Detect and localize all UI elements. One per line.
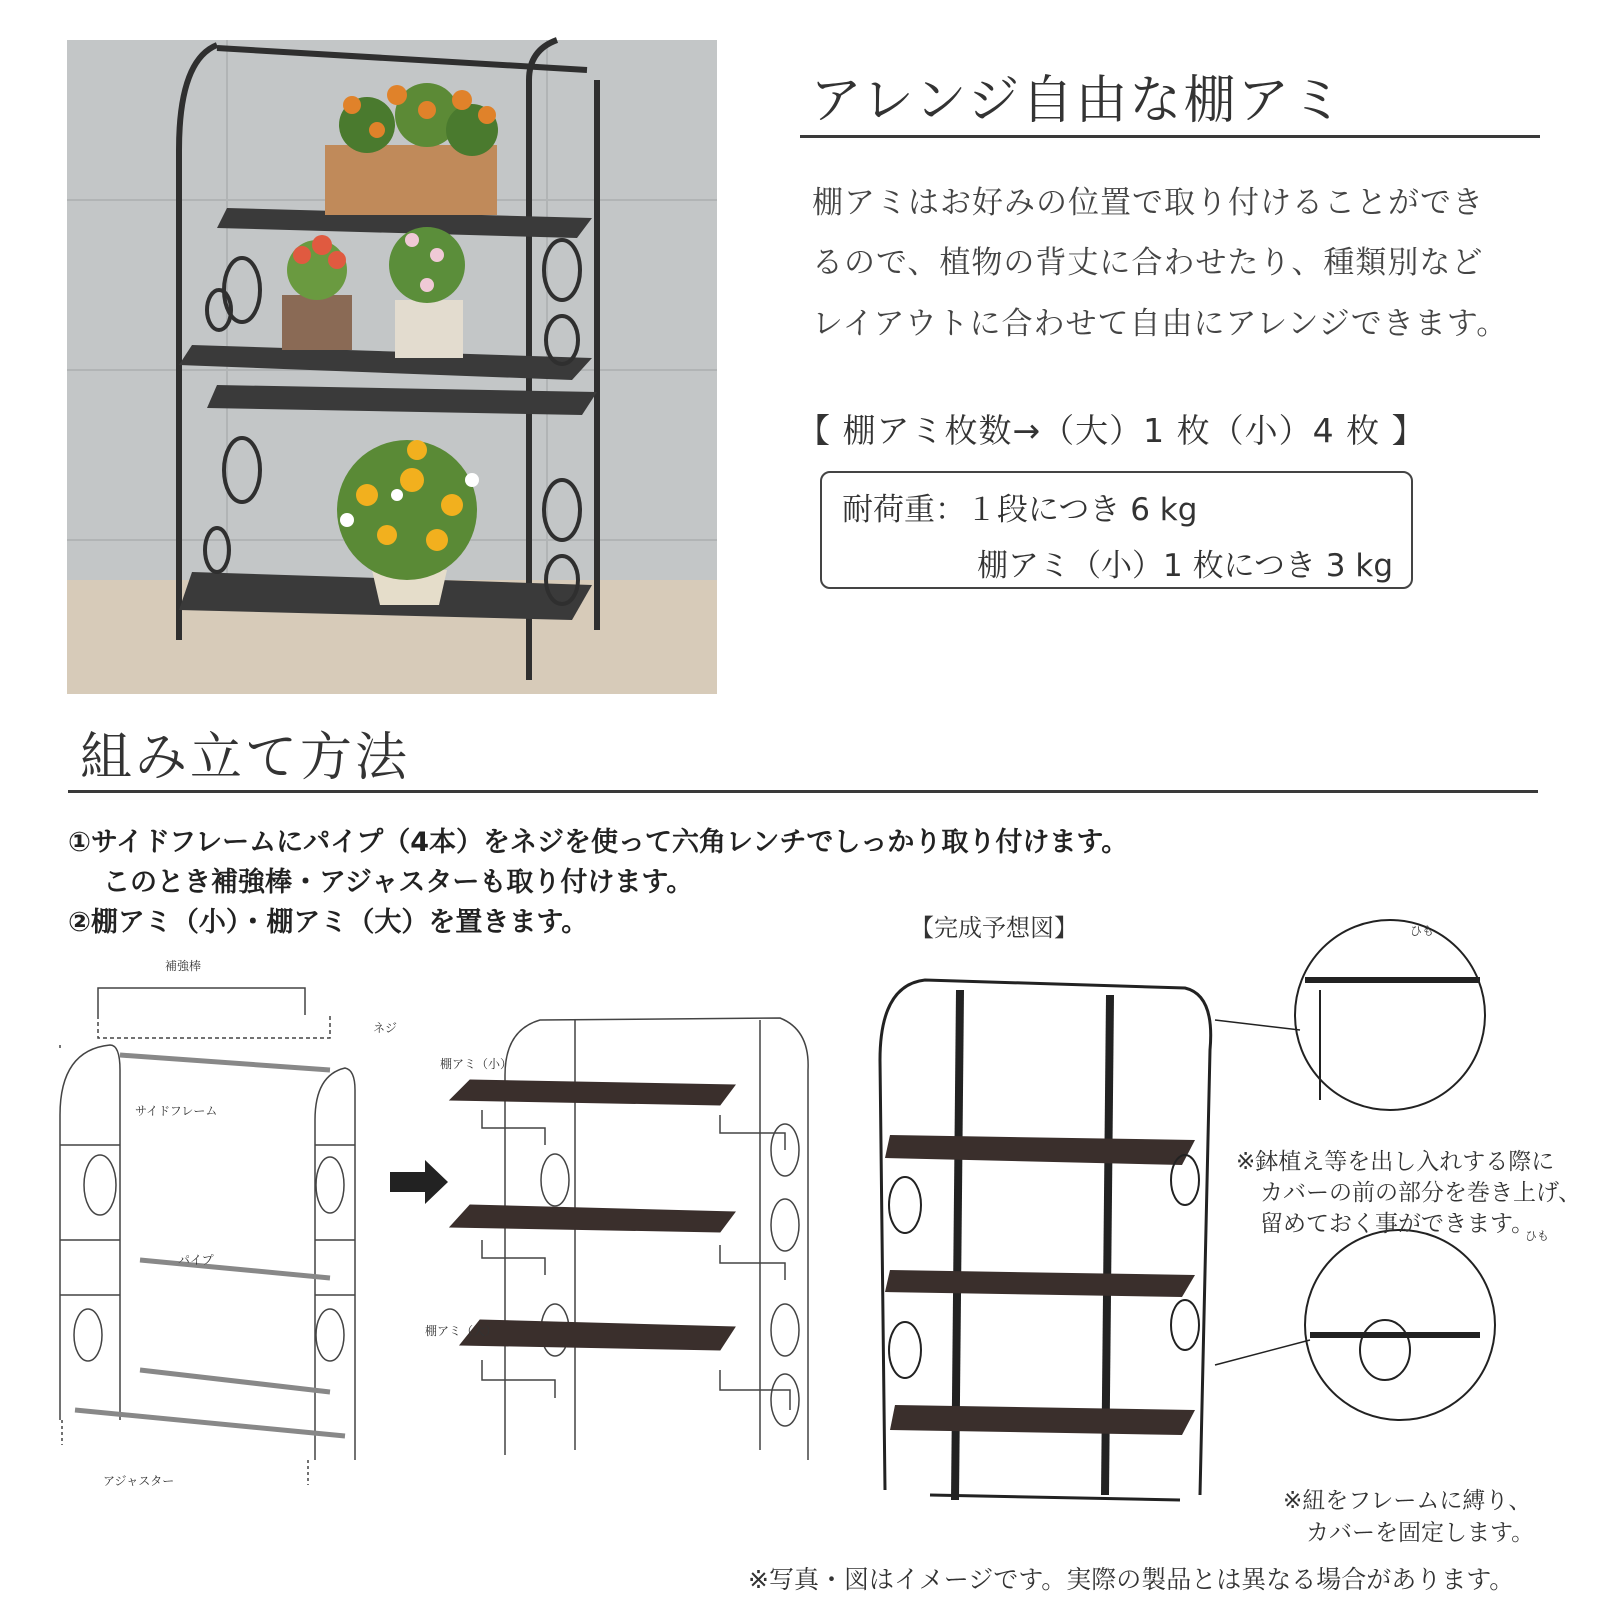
section2-title: 組み立て方法 — [80, 728, 411, 788]
completion-diagram-label: 【完成予想図】 — [910, 914, 1078, 942]
label-shelf-large: 棚アミ（大） — [425, 1324, 498, 1338]
product-photo — [67, 40, 717, 694]
label-pipe: パイプ — [178, 1253, 214, 1267]
section1-title: アレンジ自由な棚アミ — [810, 71, 1346, 131]
callout-top — [1215, 920, 1485, 1110]
footer-disclaimer: ※写真・図はイメージです。実際の製品とは異なる場合があります。 — [748, 1565, 1515, 1594]
section1-desc-line3: レイアウトに合わせて自由にアレンジできます。 — [812, 306, 1509, 342]
section1-desc-line1: 棚アミはお好みの位置で取り付けることができ — [812, 185, 1484, 221]
step2-text: ②棚アミ（小）・棚アミ（大）を置きます。 — [68, 907, 589, 938]
note2-line2: カバーを固定します。 — [1306, 1520, 1535, 1546]
note1-line3: 留めておく事ができます。 — [1260, 1211, 1535, 1237]
step1-text: ①サイドフレームにパイプ（4本）をネジを使って六角レンチでしっかり取り付けます。 — [68, 827, 1129, 858]
shelf-count: 【 棚アミ枚数→（大）1 枚（小）4 枚 】 — [797, 411, 1426, 450]
label-shelf-small: 棚アミ（小） — [440, 1057, 513, 1071]
label-screw: ネジ — [373, 1021, 398, 1035]
section2-rule — [68, 790, 1538, 793]
note2-line1: ※紐をフレームに縛り、 — [1283, 1488, 1532, 1514]
note1-line1: ※鉢植え等を出し入れする際に — [1236, 1149, 1555, 1175]
note1-line2: カバーの前の部分を巻き上げ、 — [1260, 1180, 1582, 1206]
section1-rule — [800, 135, 1540, 138]
callout-bottom — [1215, 1230, 1495, 1420]
label-string-bottom: ひも — [1525, 1229, 1550, 1243]
step-arrow-icon — [390, 1160, 448, 1204]
load-capacity-line2: 棚アミ（小）1 枚につき 3 kg — [977, 548, 1394, 584]
load-capacity-line1: 耐荷重：１段につき 6 kg — [842, 492, 1198, 528]
step1-subtext: このとき補強棒・アジャスターも取り付けます。 — [103, 867, 694, 898]
label-reinforcement: 補強棒 — [165, 959, 202, 973]
label-adjuster: アジャスター — [103, 1474, 175, 1488]
section1-desc-line2: るので、植物の背丈に合わせたり、種類別など — [812, 245, 1484, 281]
label-string-top: ひも — [1410, 924, 1435, 938]
label-side-frame: サイドフレーム — [135, 1104, 218, 1118]
exploded-diagram — [60, 988, 355, 1485]
